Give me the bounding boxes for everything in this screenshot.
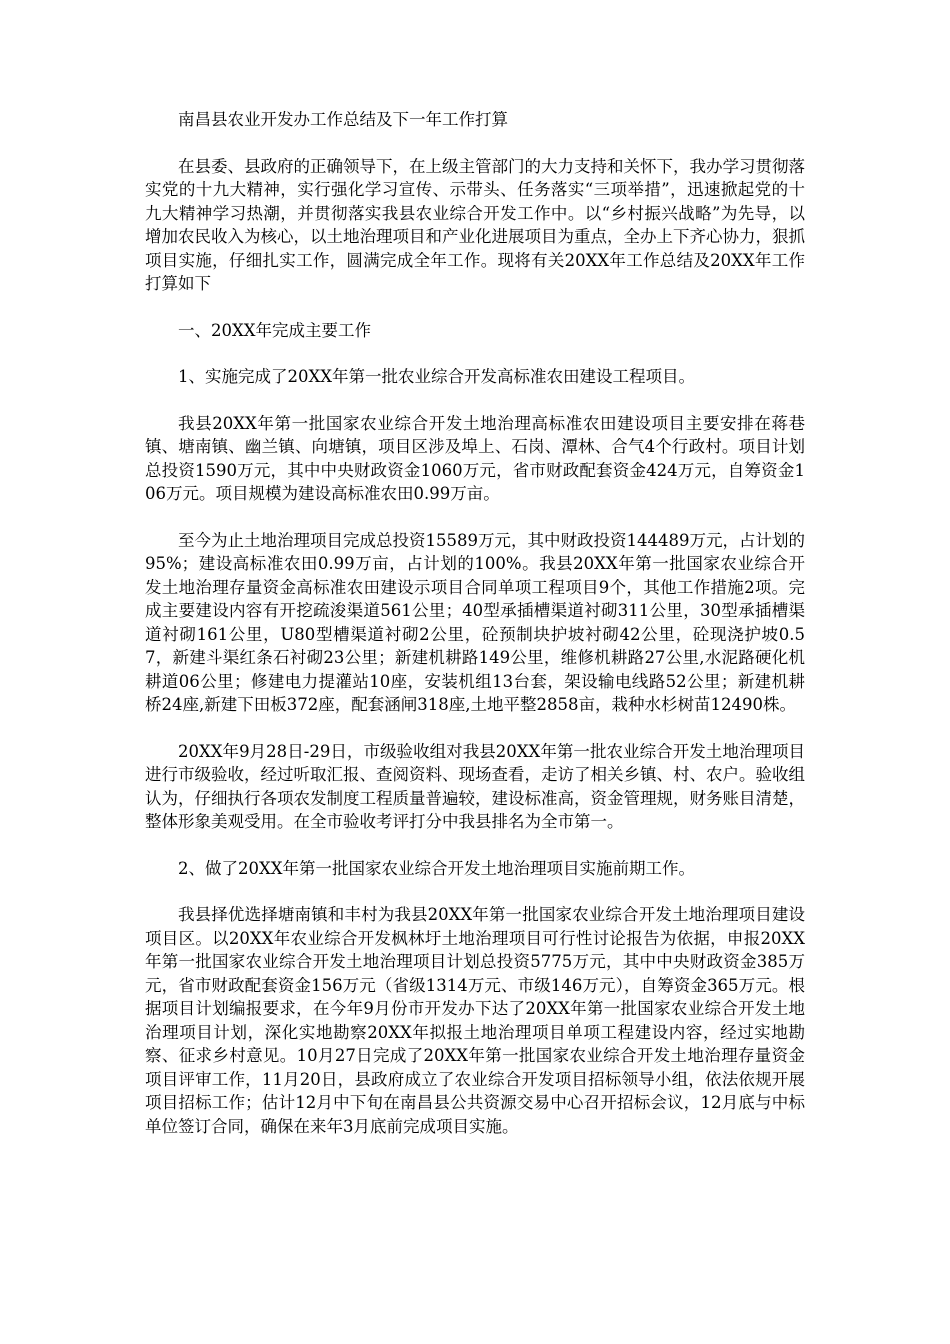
body-paragraph: 我县择优选择塘南镇和丰村为我县20XX年第一批国家农业综合开发土地治理项目建设项目区。以20XX年农业综合开发枫林圩土地治理项目可行性讨论报告为依据，申报20XX年第一批国家农业综合开发土地治理项目计划总投资5775万元，其中中央财政资金385万元，省市财政配套资金156万元（省级1314万元、市级146万元），自筹资金365万元。根据项目计划编报要求，在今年9月份市开发办下达了20XX年第一批国家农业综合开发土地治理项目计划，深化实地勘察20XX年拟报土地治理项目单项工程建设内容，经过实地勘察、征求乡村意见。10月27日完成了20XX年第一批国家农业综合开发土地治理存量资金项目评审工作，11月20日，县政府成立了农业综合开发项目招标领导小组，依法依规开展项目招标工作；估计12月中下旬在南昌县公共资源交易中心召开招标会议，12月底与中标单位签订合同，确保在来年3月底前完成项目实施。 [145,905,805,1136]
document-body [145,108,805,1161]
intro-paragraph: 在县委、县政府的正确领导下，在上级主管部门的大力支持和关怀下，我办学习贯彻落实党的十九大精神，实行强化学习宣传、示带头、任务落实“三项举措”，迅速掀起党的十九大精神学习热潮，并贯彻落实我县农业综合开发工作中。以“乡村振兴战略”为先导，以增加农民收入为核心，以土地治理项目和产业化进展项目为重点，全办上下齐心协力，狠抓项目实施，仔细扎实工作，圆满完成全年工作。现将有关20XX年工作总结及20XX年工作打算如下 [145,156,805,293]
subsection-heading-1: 1、实施完成了20XX年第一批农业综合开发高标准农田建设工程项目。 [178,367,695,386]
subsection-heading-2: 2、做了20XX年第一批国家农业综合开发土地治理项目实施前期工作。 [178,858,695,878]
body-paragraph: 我县20XX年第一批国家农业综合开发土地治理高标准农田建设项目主要安排在蒋巷镇、塘南镇、幽兰镇、向塘镇，项目区涉及埠上、石岗、潭林、合气4个行政村。项目计划总投资1590万元，其中中央财政资金1060万元，省市财政配套资金424万元，自筹资金106万元。项目规模为建设高标准农田0.99万亩。 [145,413,805,503]
document-title: 南昌县农业开发办工作总结及下一年工作打算 [178,110,508,129]
section-heading-1: 一、20XX年完成主要工作 [178,320,371,340]
body-paragraph: 至今为止土地治理项目完成总投资15589万元，其中财政投资144489万元，占计划的95%；建设高标准农田0.99万亩，占计划的100%。我县20XX年第一批国家农业综合开发土地治理存量资金高标准农田建设示项目合同单项工程项目9个，其他工作措施2项。完成主要建设内容有开挖疏浚渠道561公里；40型承插槽渠道衬砌311公里，30型承插槽渠道衬砌161公里，U80型槽渠道衬砌2公里，砼预制块护坡衬砌42公里，砼现浇护坡0.57，新建斗渠红条石衬砌23公里；新建机耕路149公里，维修机耕路27公里,水泥路硬化机耕道06公里；修建电力提灌站10座，安装机组13台套，架设输电线路52公里；新建机耕桥24座,新建下田板372座，配套涵闸318座,土地平整2858亩，栽种水杉树苗12490株。 [145,530,805,714]
body-paragraph: 20XX年9月28日-29日，市级验收组对我县20XX年第一批农业综合开发土地治理项目进行市级验收，经过听取汇报、查阅资料、现场查看，走访了相关乡镇、村、农户。验收组认为，仔细执行各项农发制度工程质量普遍较，建设标准高，资金管理规，财务账目清楚，整体形象美观受用。在全市验收考评打分中我县排名为全市第一。 [145,741,805,831]
